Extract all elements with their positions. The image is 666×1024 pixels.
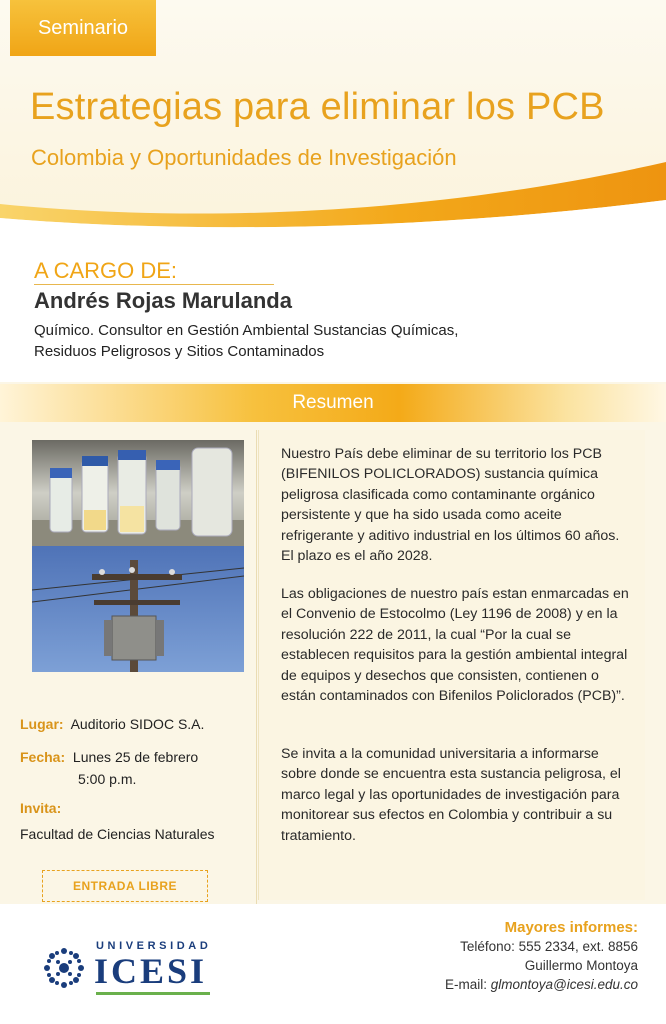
contact-person: Guillermo Montoya: [524, 958, 638, 973]
header: [0, 0, 666, 232]
speaker-heading-underline: [34, 284, 274, 285]
summary-paragraph-1: Nuestro País debe eliminar de su territorio los PCB (BIFENILOS POLICLORADOS) sustancia química peligrosa clasificada como contaminante orgánico persistente y que ha sido usada como aceite refrigerante y aditivo industrial en los últimos 60 años. El plazo es el año 2028.: [281, 446, 620, 565]
photo-illustration: [32, 440, 244, 672]
icesi-logo-icon: [40, 944, 88, 992]
speaker-heading: A CARGO DE:: [34, 258, 178, 283]
contact-phone: Teléfono: 555 2334, ext. 8856: [460, 939, 638, 954]
contact-email-link[interactable]: glmontoya@icesi.edu.co: [490, 977, 638, 992]
summary-paragraph-3: Se invita a la comunidad universitaria a informarse sobre donde se encuentra esta sustancia peligrosa, el marco legal y las oportunidades de investigación para monitorear sus efectos en Colombia y contribuir a su tratamiento.: [281, 746, 621, 844]
summary-box: [258, 430, 645, 900]
speaker-role-line1: Químico. Consultor en Gestión Ambiental Sustancias Químicas,: [34, 322, 459, 339]
place-row: [20, 716, 204, 732]
date-label: Fecha:: [20, 749, 66, 765]
date-value: Lunes 25 de febrero: [72, 749, 199, 765]
summary-band: [0, 384, 666, 422]
seminar-tag: Seminario: [10, 0, 156, 56]
speaker-section: [0, 232, 666, 382]
logo-icesi-text: ICESI: [94, 951, 208, 991]
summary-heading: Resumen: [292, 392, 374, 413]
contact-email-label: E-mail:: [444, 977, 491, 992]
contact-email-row: [445, 975, 638, 994]
free-entry-badge: ENTRADA LIBRE: [42, 870, 208, 902]
contact-heading: Mayores informes:: [504, 919, 638, 936]
time-value: 5:00 p.m.: [78, 771, 137, 787]
speaker-name: Andrés Rojas Marulanda: [34, 288, 292, 313]
footer: [0, 904, 666, 1024]
lab-and-transformer-photo: [32, 440, 244, 672]
speaker-role-line2: Residuos Peligrosos y Sitios Contaminados: [34, 343, 325, 360]
place-value: Auditorio SIDOC S.A.: [70, 716, 205, 732]
contact-info: [445, 918, 638, 994]
summary-paragraph-2: Las obligaciones de nuestro país estan enmarcadas en el Convenio de Estocolmo (Ley 1196 de 2008) y en la resolución 222 de 2011, la cual “Por la cual se establecen requisitos para la gestión ambiental integral de equipos y desechos que consisten, contienen o están contaminados con Bifenilos Policlorados (PCB)”.: [281, 586, 629, 705]
logo-accent-bar: [96, 992, 210, 995]
host-value: Facultad de Ciencias Naturales: [20, 826, 215, 842]
page-subtitle: Colombia y Oportunidades de Investigación: [31, 145, 457, 170]
speaker-role: [34, 320, 634, 362]
host-label: Invita:: [20, 800, 62, 816]
place-label: Lugar:: [20, 716, 64, 732]
date-row: [20, 749, 198, 765]
logo-university-text: UNIVERSIDAD: [96, 940, 212, 952]
page-title: Estrategias para eliminar los PCB: [30, 86, 605, 128]
